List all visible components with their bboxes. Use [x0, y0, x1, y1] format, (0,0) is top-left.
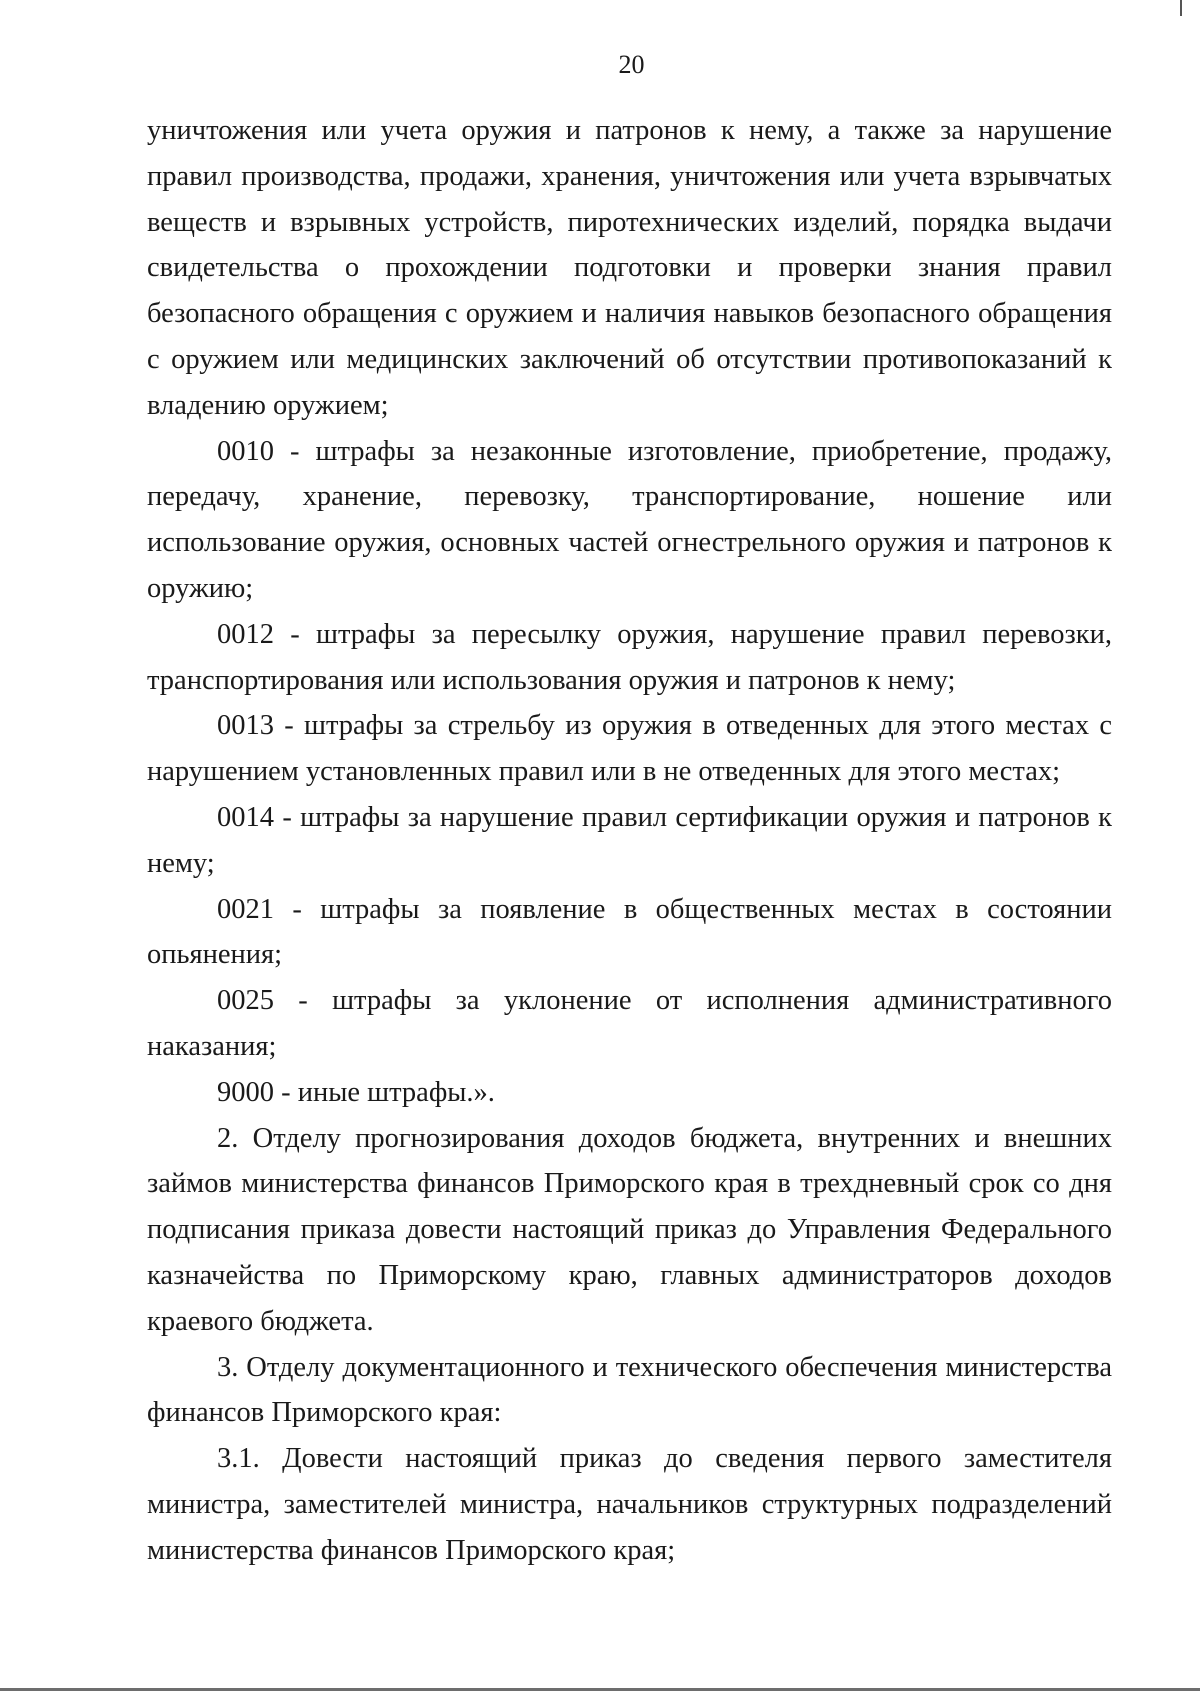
paragraph-code-0021: 0021 - штрафы за появление в общественных местах в состоянии опьянения;: [147, 893, 1112, 971]
scan-edge-mark: [1180, 0, 1182, 16]
paragraph-code-9000: 9000 - иные штрафы.».: [217, 1076, 495, 1108]
document-body: [147, 108, 1112, 1574]
paragraph-code-0012: 0012 - штрафы за пересылку оружия, нарушение правил перевозки, транспортирования или использования оружия и патронов к нему;: [147, 618, 1112, 696]
paragraph-code-0010: 0010 - штрафы за незаконные изготовление, приобретение, продажу, передачу, хранение, перевозку, транспортирование, ношение или использование оружия, основных частей огнестрельного оружия и патронов к оружию;: [147, 435, 1112, 604]
page-bottom-rule: [0, 1688, 1200, 1691]
paragraph-item-3: 3. Отделу документационного и технического обеспечения министерства финансов Приморского края:: [147, 1351, 1112, 1429]
paragraph-item-3-1: 3.1. Довести настоящий приказ до сведения первого заместителя министра, заместителей министра, начальников структурных подразделений министерства финансов Приморского края;: [147, 1443, 1112, 1566]
paragraph-code-0025: 0025 - штрафы за уклонение от исполнения административного наказания;: [147, 985, 1112, 1062]
paragraph-code-0013: 0013 - штрафы за стрельбу из оружия в отведенных для этого местах с нарушением установленных правил или в не отведенных для этого местах;: [147, 710, 1112, 788]
page-number: 20: [618, 50, 645, 79]
paragraph-code-0014: 0014 - штрафы за нарушение правил сертификации оружия и патронов к нему;: [147, 801, 1112, 879]
paragraph-item-2: 2. Отделу прогнозирования доходов бюджета, внутренних и внешних займов министерства финансов Приморского края в трехдневный срок со дня подписания приказа довести настоящий приказ до Управления Федерального казначейства по Приморскому краю, главных администраторов доходов краевого бюджета.: [147, 1122, 1112, 1337]
paragraph-continuation: уничтожения или учета оружия и патронов к нему, а также за нарушение правил производства, продажи, хранения, уничтожения или учета взрывчатых веществ и взрывных устройств, пиротехнических изделий, порядка выдачи свидетельства о прохождении подготовки и проверки знания правил безопасного обращения с оружием и наличия навыков безопасного обращения с оружием или медицинских заключений об отсутствии противопоказаний к владению оружием;: [147, 115, 1112, 421]
